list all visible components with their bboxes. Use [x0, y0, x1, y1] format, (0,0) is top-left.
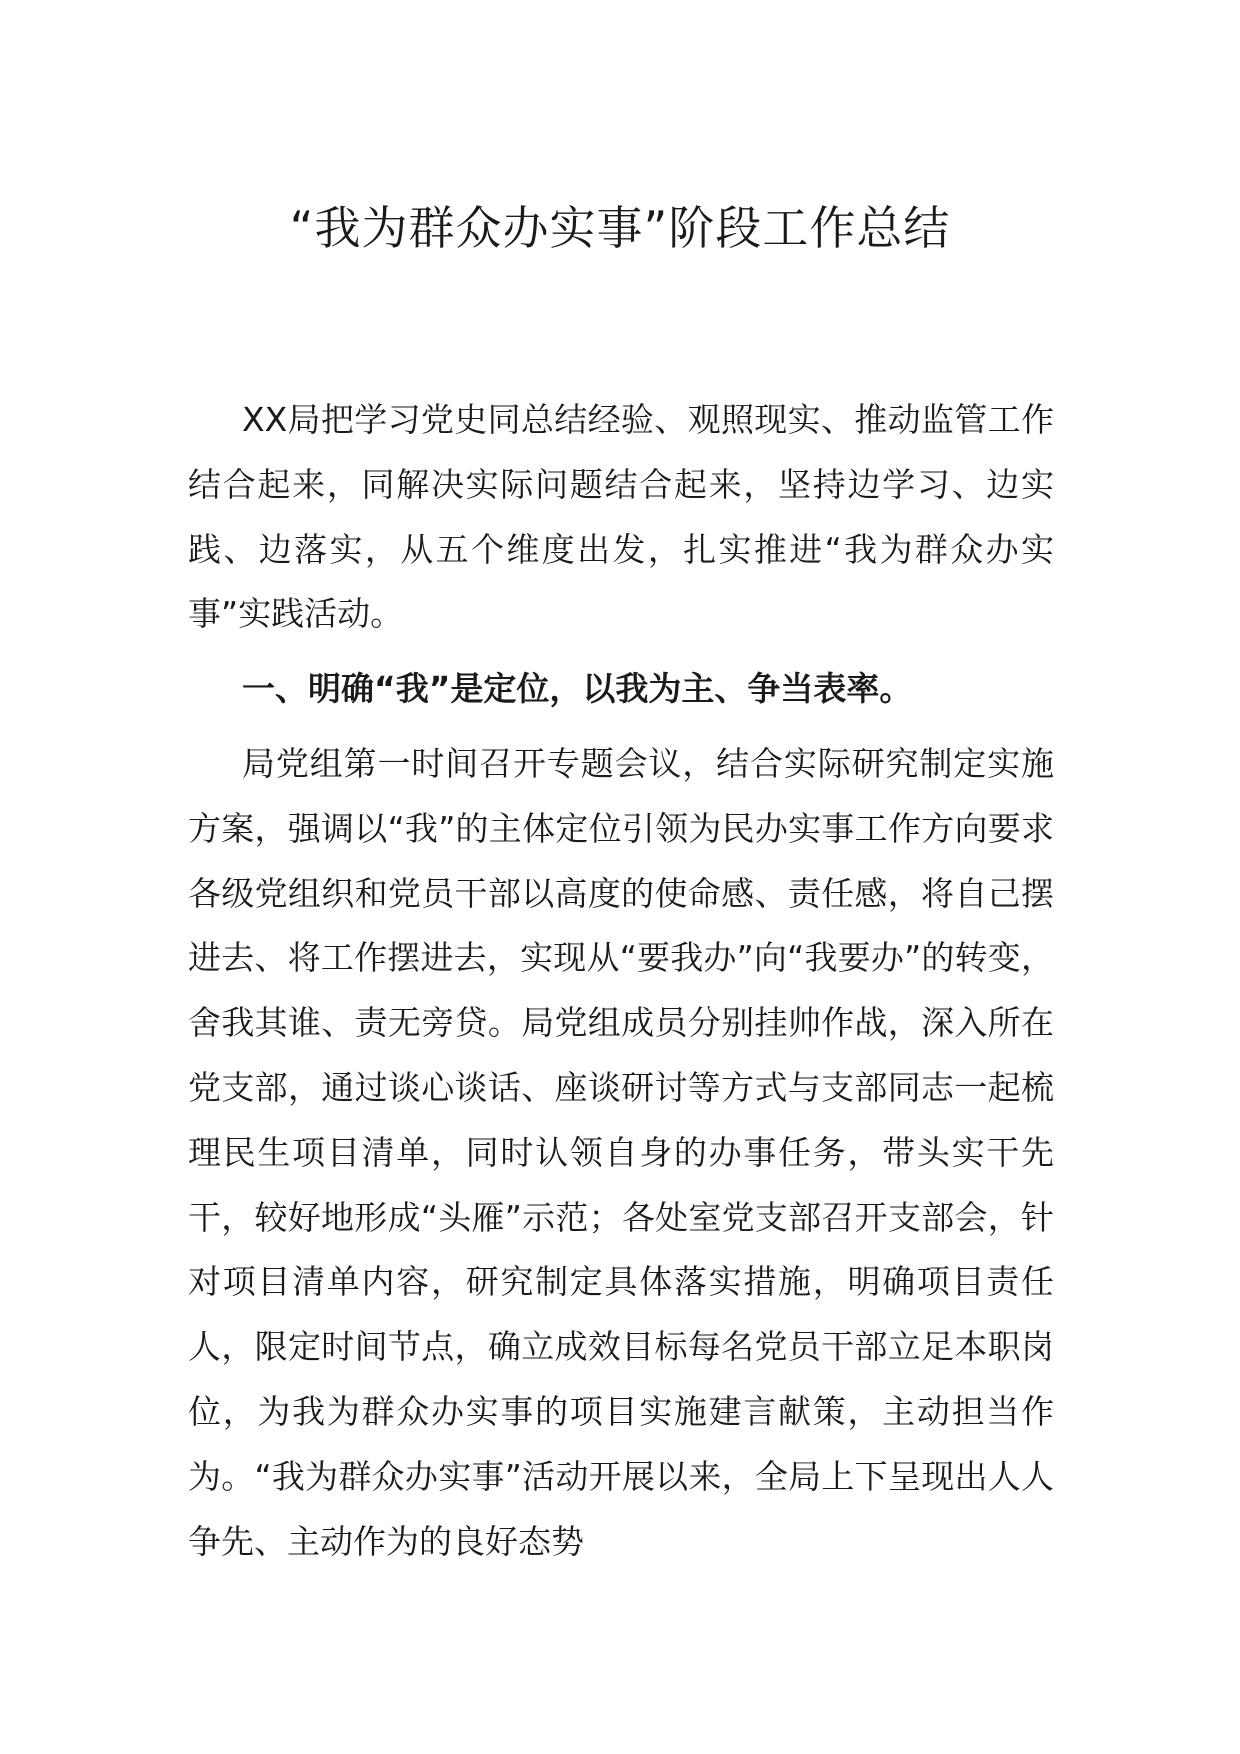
section-1-paragraph: 局党组第一时间召开专题会议，结合实际研究制定实施方案，强调以“我”的主体定位引领为民办实事工作方向要求各级党组织和党员干部以高度的使命感、责任感，将自己摆进去、将工作摆进去，实现从“要我办”向“我要办”的转变，舍我其谁、责无旁贷。局党组成员分别挂帅作战，深入所在党支部，通过谈心谈话、座谈研讨等方式与支部同志一起梳理民生项目清单，同时认领自身的办事任务，带头实干先干，较好地形成“头雁”示范；各处室党支部召开支部会，针对项目清单内容，研究制定具体落实措施，明确项目责任人，限定时间节点，确立成效目标每名党员干部立足本职岗位，为我为群众办实事的项目实施建言献策，主动担当作为。“我为群众办实事”活动开展以来，全局上下呈现出人人争先、主动作为的良好态势 — [188, 743, 1054, 1561]
document-body — [188, 388, 1054, 1574]
document-title: “我为群众办实事”阶段工作总结 — [289, 201, 951, 255]
section-1-heading: 一、明确“我”是定位，以我为主、争当表率。 — [242, 669, 913, 709]
intro-paragraph: XX局把学习党史同总结经验、观照现实、推动监管工作结合起来，同解决实际问题结合起来，坚持边学习、边实践、边落实，从五个维度出发，扎实推进“我为群众办实事”实践活动。 — [188, 400, 1054, 634]
